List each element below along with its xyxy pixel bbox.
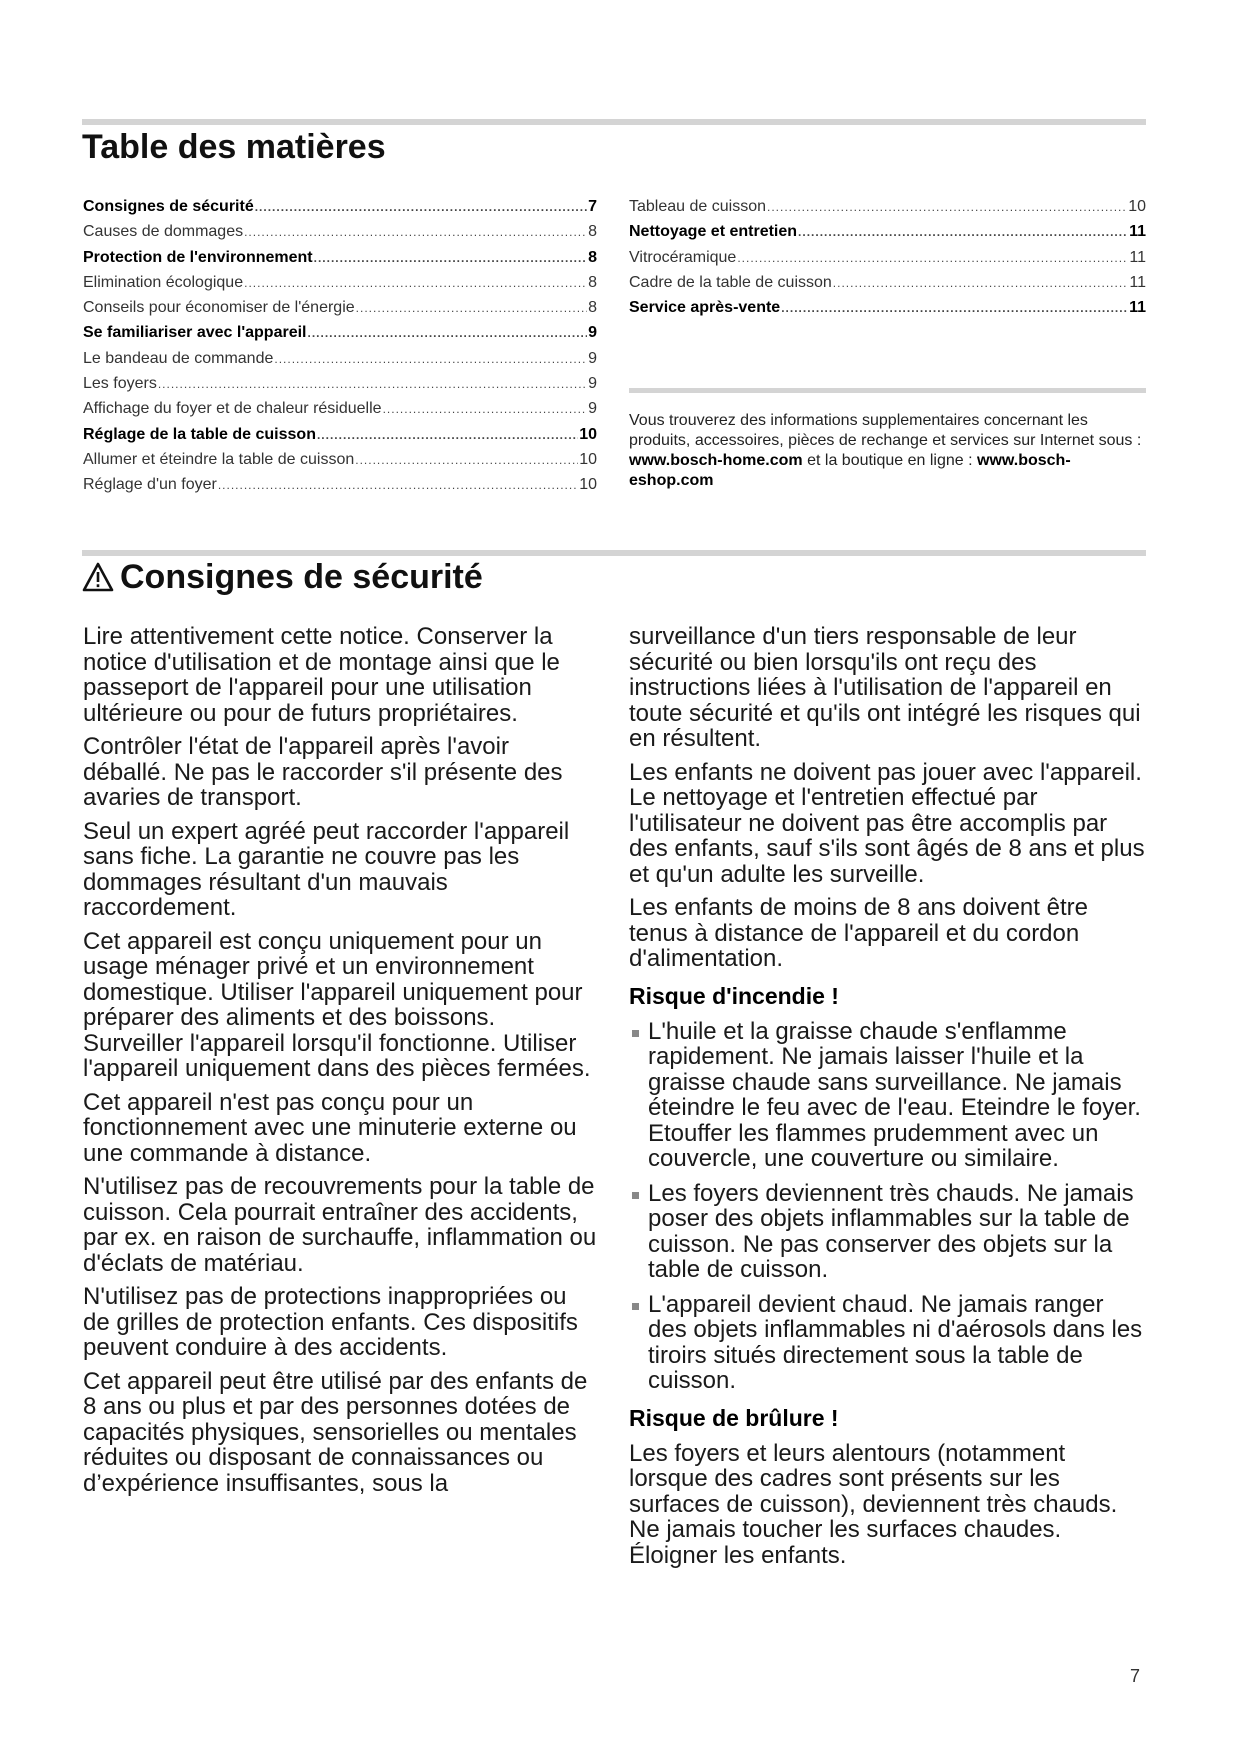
toc-leader-dots <box>355 448 578 473</box>
safety-paragraph: Les enfants ne doivent pas jouer avec l'appareil. Le nettoyage et l'entretien effectué par l'utilisateur ne doivent pas être accomplis par des enfants, sauf s'ils sont âgés de 8 ans et plus et qu'un adulte les surveille. <box>629 758 1145 888</box>
toc-leader-dots <box>218 473 578 498</box>
warning-triangle-icon <box>82 562 114 601</box>
page-number: 7 <box>1130 1666 1141 1686</box>
toc-entry-title: Nettoyage et entretien <box>629 223 798 241</box>
toc-leader-dots <box>767 195 1127 220</box>
toc-entry-title: Se familiariser avec l'appareil <box>83 324 307 342</box>
toc-entry[interactable] <box>83 396 597 421</box>
toc-leader-dots <box>314 246 587 271</box>
toc-entry-page: 8 <box>588 223 597 241</box>
safety-paragraph: Cet appareil est conçu uniquement pour un usage ménager privé et un environnement domestique. Utiliser l'appareil uniquement pour préparer des aliments et des boissons. Surveiller l'appareil lorsqu'il fonctionne. Utiliser l'appareil uniquement dans des pièces fermées. <box>83 927 591 1082</box>
burn-risk-heading: Risque de brûlure ! <box>629 1404 839 1431</box>
bullet-square-icon <box>632 1192 639 1199</box>
toc-entry-title: Consignes de sécurité <box>83 198 254 215</box>
toc-entry-page: 10 <box>579 476 597 494</box>
toc-entry-title: Protection de l'environnement <box>83 248 313 266</box>
fire-risk-item <box>629 1292 1146 1394</box>
toc-entry[interactable] <box>83 270 597 295</box>
toc-entry-page: 9 <box>588 375 597 393</box>
toc-entry[interactable] <box>83 472 597 497</box>
toc-leader-dots <box>158 372 587 397</box>
fire-risk-item <box>629 1181 1146 1283</box>
toc-leader-dots <box>356 296 587 321</box>
toc-entry-title: Elimination écologique <box>83 273 244 291</box>
safety-paragraph: N'utilisez pas de protections inappropriées ou de grilles de protection enfants. Ces dispositifs peuvent conduire à des accidents. <box>83 1283 578 1361</box>
safety-title: Consignes de sécurité <box>82 558 483 601</box>
safety-left-column <box>83 624 598 1504</box>
toc-entry[interactable] <box>83 422 597 447</box>
toc-leader-dots <box>317 423 578 448</box>
safety-paragraph: Cet appareil peut être utilisé par des enfants de 8 ans ou plus et par des personnes dotées de capacités physiques, sensorielles ou mentales réduites ou disposant de connaissances ou d’expérience insuffisantes, sous la <box>83 1367 588 1497</box>
toc-entry-title: Affichage du foyer et de chaleur résiduelle <box>83 400 382 418</box>
toc-entry-title: Le bandeau de commande <box>83 349 274 367</box>
toc-entry-page: 11 <box>1129 248 1146 266</box>
safety-paragraph: Cet appareil n'est pas conçu pour un fonctionnement avec une minuterie externe ou une commande à distance. <box>83 1088 577 1167</box>
fire-risk-item <box>629 1019 1146 1172</box>
toc-leader-dots <box>274 347 587 372</box>
info-text: Vous trouverez des informations supplementaires concernant les produits, accessoires, pièces de rechange et services sur Internet sous : www.bosch-home.com et la boutique en ligne : www.bosch-eshop.com <box>629 412 1142 489</box>
toc-entry-title: Allumer et éteindre la table de cuisson <box>83 450 355 468</box>
toc-entry-page: 10 <box>579 450 597 468</box>
fire-risk-list <box>629 1019 1146 1394</box>
toc-entry[interactable] <box>629 270 1146 295</box>
toc-entry-page: 7 <box>588 198 597 215</box>
toc-title: Table des matières <box>82 128 386 166</box>
safety-paragraph: Contrôler l'état de l'appareil après l'avoir déballé. Ne pas le raccorder s'il présente des avaries de transport. <box>83 733 563 811</box>
toc-entry-page: 11 <box>1129 299 1146 317</box>
safety-right-column <box>629 624 1146 1576</box>
toc-leader-dots <box>737 246 1128 271</box>
toc-left-column <box>83 194 597 498</box>
burn-risk-text: Les foyers et leurs alentours (notamment lorsque des cadres sont présents sur les surfaces de cuisson), deviennent très chauds. Ne jamais toucher les surfaces chaudes. Éloigner les enfants. <box>629 1439 1118 1569</box>
safety-paragraph: surveillance d'un tiers responsable de leur sécurité ou bien lorsqu'ils ont reçu des instructions liées à l'utilisation de l'appareil en toute sécurité et qu'ils ont intégré les risques qui en résultent. <box>629 623 1141 752</box>
toc-entry[interactable] <box>83 320 597 345</box>
toc-entry[interactable] <box>629 194 1146 219</box>
toc-leader-dots <box>255 195 587 220</box>
toc-entry-page: 10 <box>579 425 597 443</box>
fire-risk-heading: Risque d'incendie ! <box>629 982 839 1009</box>
toc-entry[interactable] <box>629 295 1146 320</box>
toc-entry-page: 9 <box>588 349 597 367</box>
toc-entry-title: Conseils pour économiser de l'énergie <box>83 299 355 317</box>
bullet-square-icon <box>632 1030 639 1037</box>
toc-entry-title: Causes de dommages <box>83 223 244 241</box>
safety-rule <box>82 550 1146 556</box>
toc-entry-title: Vitrocéramique <box>629 248 737 266</box>
info-rule <box>629 388 1146 393</box>
toc-entry-title: Tableau de cuisson <box>629 198 766 215</box>
toc-right-column <box>629 194 1146 320</box>
toc-entry[interactable] <box>629 219 1146 244</box>
toc-entry[interactable] <box>83 219 597 244</box>
safety-paragraph: Lire attentivement cette notice. Conserver la notice d'utilisation et de montage ainsi que le passeport de l'appareil pour une utilisation ultérieure ou pour de futurs propriétaires. <box>83 623 560 727</box>
toc-entry-title: Réglage de la table de cuisson <box>83 425 316 443</box>
top-rule <box>82 119 1146 125</box>
toc-leader-dots <box>383 397 588 422</box>
safety-paragraph: N'utilisez pas de recouvrements pour la table de cuisson. Cela pourrait entraîner des accidents, par ex. en raison de surchauffe, inflammation ou d'éclats de matériau. <box>83 1173 597 1277</box>
toc-entry-page: 8 <box>588 273 597 291</box>
bosch-eshop-link[interactable]: www.bosch-eshop.com <box>629 452 1071 489</box>
toc-leader-dots <box>833 271 1129 296</box>
safety-paragraph: Seul un expert agréé peut raccorder l'appareil sans fiche. La garantie ne couvre pas les dommages résultant d'un mauvais raccordement. <box>83 817 570 921</box>
toc-entry-page: 10 <box>1128 198 1146 215</box>
fire-risk-item-text: L'appareil devient chaud. Ne jamais ranger des objets inflammables ni d'aérosols dans les tiroirs situés directement sous la table de cuisson. <box>648 1290 1143 1394</box>
toc-entry-page: 11 <box>1129 223 1146 241</box>
toc-entry-title: Les foyers <box>83 375 157 393</box>
toc-leader-dots <box>781 296 1128 321</box>
toc-leader-dots <box>244 220 587 245</box>
toc-leader-dots <box>244 271 587 296</box>
toc-entry[interactable] <box>83 295 597 320</box>
toc-entry[interactable] <box>83 194 597 219</box>
bosch-home-link[interactable]: www.bosch-home.com <box>629 452 803 469</box>
toc-entry-page: 11 <box>1129 273 1146 291</box>
toc-entry-title: Cadre de la table de cuisson <box>629 273 832 291</box>
toc-entry[interactable] <box>83 245 597 270</box>
toc-leader-dots <box>308 321 588 346</box>
toc-entry[interactable] <box>83 371 597 396</box>
toc-entry-title: Réglage d'un foyer <box>83 476 217 494</box>
toc-entry[interactable] <box>83 346 597 371</box>
fire-risk-item-text: L'huile et la graisse chaude s'enflamme rapidement. Ne jamais laisser l'huile et la graisse chaude sans surveillance. Ne jamais éteindre le feu avec de l'eau. Eteindre le foyer. Etouffer les flammes prudemment avec un couvercle, une couverture ou similaire. <box>648 1017 1141 1172</box>
toc-entry[interactable] <box>83 447 597 472</box>
toc-entry-page: 8 <box>588 248 597 266</box>
toc-entry-title: Service après-vente <box>629 299 781 317</box>
toc-entry-page: 9 <box>588 400 597 418</box>
toc-entry-page: 8 <box>588 299 597 317</box>
toc-entry[interactable] <box>629 245 1146 270</box>
toc-entry-page: 9 <box>588 324 597 342</box>
bullet-square-icon <box>632 1303 639 1310</box>
toc-leader-dots <box>798 220 1128 245</box>
safety-paragraph: Les enfants de moins de 8 ans doivent être tenus à distance de l'appareil et du cordon d'alimentation. <box>629 894 1088 972</box>
fire-risk-item-text: Les foyers deviennent très chauds. Ne jamais poser des objets inflammables sur la table de cuisson. Ne pas conserver des objets sur la table de cuisson. <box>648 1179 1134 1283</box>
